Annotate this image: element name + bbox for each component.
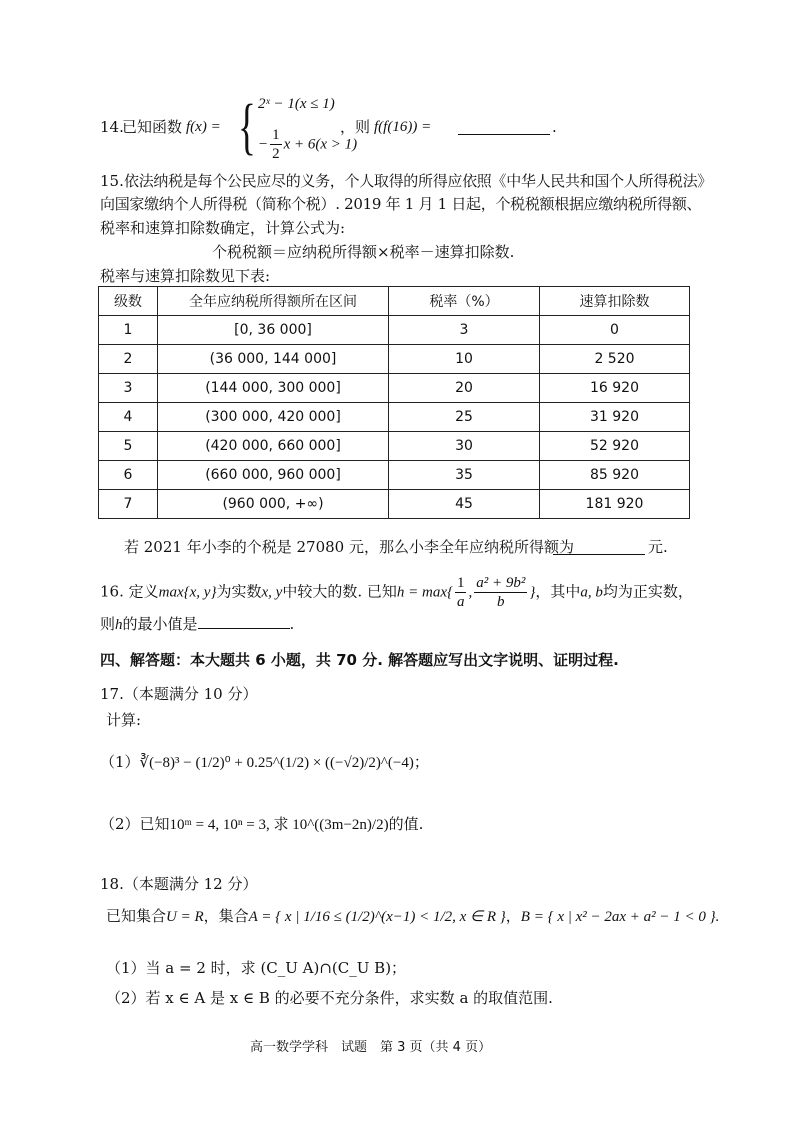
table-row (99, 490, 690, 519)
q17-part1 (100, 752, 429, 773)
q15-line1: 依法纳税是每个公民应尽的义务，个人取得的所得应依照《中华人民共和国个人所得税法》 (124, 172, 713, 190)
q18-sep: ， (505, 907, 521, 925)
cell-deduction: 52 920 (540, 432, 690, 461)
table-row (99, 316, 690, 345)
q15-number: 15. (100, 172, 124, 190)
q15-line2: 向国家缴纳个人所得税（简称个税）. 2019 年 1 月 1 日起，个税税额根据应缴纳税所得额、 (100, 195, 702, 213)
q16-comma: , (468, 584, 473, 601)
cell-deduction: 2 520 (540, 345, 690, 374)
cell-deduction: 31 920 (540, 403, 690, 432)
q14-case2-fraction (270, 126, 282, 163)
q17-p1-label: （1） (100, 753, 140, 771)
q16-line2 (100, 614, 294, 635)
cell-deduction: 85 920 (540, 461, 690, 490)
q15-answer-blank[interactable] (553, 540, 645, 555)
q16-p3: 中较大的数. 已知 (282, 582, 397, 601)
table-row (99, 432, 690, 461)
cell-level: 5 (99, 432, 158, 461)
q16-f2-den: b (497, 594, 505, 610)
cell-level: 2 (99, 345, 158, 374)
section4-title: 四、解答题：本大题共 6 小题，共 70 分. 解答题应写出文字说明、证明过程. (100, 651, 619, 669)
q18-line1 (106, 906, 719, 927)
q16-close: } (529, 584, 536, 601)
cell-level: 3 (99, 374, 158, 403)
col-header-deduction: 速算扣除数 (540, 287, 690, 316)
q18-U: U = R (166, 909, 204, 925)
q16-fraction-1 (455, 574, 467, 611)
q17-p2-end: 的值. (388, 815, 424, 833)
q14-end: . (552, 118, 557, 136)
q18-part1: （1）当 a = 2 时，求 (C_U A)∩(C_U B)； (106, 959, 407, 977)
q16-h: h (115, 617, 123, 633)
cell-rate: 20 (389, 374, 540, 403)
tax-rate-table (98, 286, 690, 519)
table-header-row (99, 287, 690, 316)
cell-rate: 25 (389, 403, 540, 432)
q16-xy: x, y (261, 584, 283, 601)
q15-table-intro: 税率与速算扣除数见下表: (100, 267, 271, 285)
q17-p2-label: （2）已知 (100, 815, 170, 833)
col-header-range: 全年应纳税所得额所在区间 (158, 287, 389, 316)
cell-level: 1 (99, 316, 158, 345)
q18-head: 18.（本题满分 12 分） (100, 875, 258, 893)
cell-rate: 30 (389, 432, 540, 461)
q14-answer-blank[interactable] (458, 120, 550, 135)
q18-line1-pre: 已知集合 (106, 907, 167, 925)
q16-answer-blank[interactable] (198, 614, 290, 629)
q15-line3: 税率和速算扣除数确定，计算公式为: (100, 219, 346, 237)
page-footer: 高一数学学科 试题 第 3 页（共 4 页） (250, 1040, 492, 1055)
cell-rate: 10 (389, 345, 540, 374)
q17-calc: 计算: (106, 711, 142, 729)
col-header-level: 级数 (99, 287, 158, 316)
q16-p1: 定义 (128, 582, 159, 601)
q17-p1-expr: ∛(−8)³ − (1/2)⁰ + 0.25^(1/2) × ((−√2)/2)^(−4) (139, 755, 414, 771)
q16-p2: 为实数 (216, 582, 262, 601)
cell-range: (36 000, 144 000] (158, 345, 389, 374)
q15-formula: 个税税额＝应纳税所得额×税率－速算扣除数. (212, 243, 515, 261)
q14-case2-den: 2 (272, 146, 280, 162)
q14-brace: { (238, 93, 256, 161)
q14-prefix: 已知函数 (122, 118, 183, 136)
q14-case2-minus: − (258, 136, 269, 153)
table-row (99, 345, 690, 374)
q16-fraction-2 (474, 574, 527, 611)
cell-level: 6 (99, 461, 158, 490)
q16-f2-num: a² + 9b² (476, 575, 526, 591)
q14-case2-tail: x + 6(x > 1) (283, 136, 358, 153)
q18-set-A: A = { x | 1/16 ≤ (1/2)^(x−1) < 1/2, x ∈ R } (248, 909, 506, 925)
q17-head: 17.（本题满分 10 分） (100, 685, 258, 703)
q15-unit: 元. (648, 538, 668, 556)
col-header-rate: 税率（%） (389, 287, 540, 316)
q14-case1: 2ˣ − 1(x ≤ 1) (258, 96, 335, 112)
cell-deduction: 16 920 (540, 374, 690, 403)
q17-part2 (100, 814, 423, 835)
q14-number: 14. (100, 118, 124, 136)
q16-p5: 均为正实数， (602, 582, 693, 601)
cell-range: (144 000, 300 000] (158, 374, 389, 403)
q16-max-def: max{x, y} (158, 584, 217, 601)
q16-line1 (100, 574, 693, 611)
q14-case2-num: 1 (272, 127, 280, 143)
q14-query: f(f(16)) = (374, 119, 432, 135)
cell-range: (420 000, 660 000] (158, 432, 389, 461)
cell-range: (960 000, +∞) (158, 490, 389, 519)
q16-f1-num: 1 (456, 575, 465, 591)
cell-level: 4 (99, 403, 158, 432)
cell-rate: 45 (389, 490, 540, 519)
q16-p4: ，其中 (535, 582, 581, 601)
q16-line2-pre: 则 (100, 615, 116, 633)
q16-end: . (289, 615, 295, 633)
q18-part2: （2）若 x ∈ A 是 x ∈ B 的必要不充分条件，求实数 a 的取值范围. (106, 989, 553, 1007)
q14-mid: ，则 (340, 118, 371, 136)
cell-range: (300 000, 420 000] (158, 403, 389, 432)
cell-deduction: 181 920 (540, 490, 690, 519)
q14-lhs: f(x) = (186, 119, 221, 135)
table-row (99, 374, 690, 403)
cell-rate: 3 (389, 316, 540, 345)
q16-line2-post: 的最小值是 (122, 615, 198, 633)
q16-f1-den: a (456, 594, 465, 610)
q18-set-B: B = { x | x² − 2ax + a² − 1 < 0 }. (520, 909, 720, 925)
cell-deduction: 0 (540, 316, 690, 345)
table-row (99, 461, 690, 490)
q16-ab: a, b (580, 584, 603, 601)
table-row (99, 403, 690, 432)
cell-range: [0, 36 000] (158, 316, 389, 345)
cell-range: (660 000, 960 000] (158, 461, 389, 490)
q16-h-eq: h = max{ (396, 584, 453, 601)
cell-rate: 35 (389, 461, 540, 490)
q18-line1-mid: ，集合 (203, 907, 249, 925)
q17-p2-expr: 10ᵐ = 4, 10ⁿ = 3, 求 10^((3m−2n)/2) (169, 817, 389, 833)
q16-number: 16. (100, 582, 124, 601)
cell-level: 7 (99, 490, 158, 519)
q15-question: 若 2021 年小李的个税是 27080 元，那么小李全年应纳税所得额为 (124, 538, 574, 556)
q17-p1-end: ； (413, 753, 429, 771)
